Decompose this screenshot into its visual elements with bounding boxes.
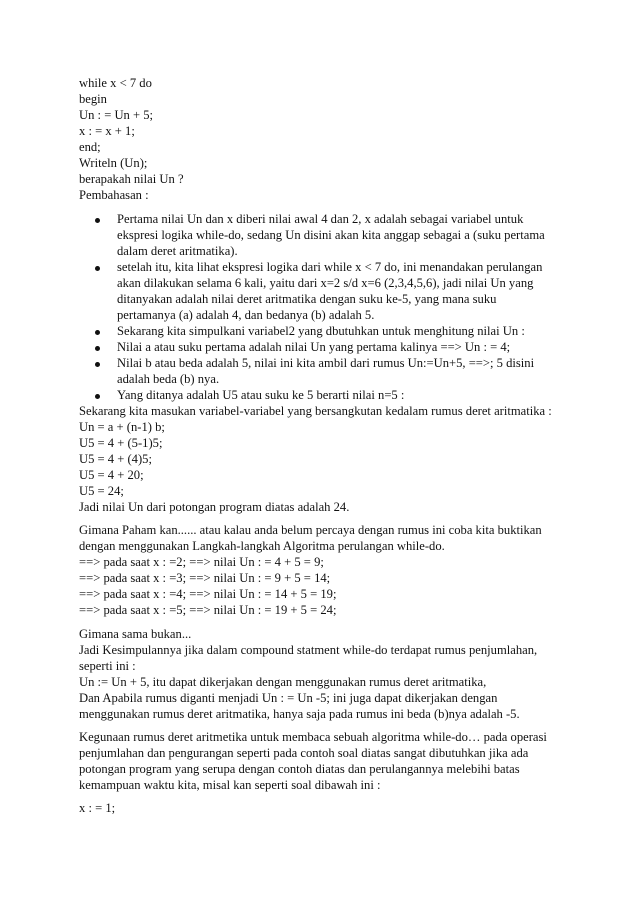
bullet-dot [95, 218, 100, 223]
step-line: ==> pada saat x : =2; ==> nilai Un : = 4 + 5 = 9; [79, 555, 324, 569]
formula-line: U5 = 4 + (5-1)5; [79, 436, 163, 450]
paragraph-line: Gimana sama bukan... [79, 627, 192, 641]
formula-line: U5 = 4 + 20; [79, 468, 144, 482]
paragraph-line: Gimana Paham kan...... atau kalau anda belum percaya dengan rumus ini coba kita buktikan [79, 523, 542, 537]
section-heading: Pembahasan : [79, 188, 149, 202]
paragraph-line: Sekarang kita masukan variabel-variabel yang bersangkutan kedalam rumus deret aritmatika : [79, 404, 552, 418]
code-line: x : = 1; [79, 801, 116, 815]
paragraph-line: Dan Apabila rumus diganti menjadi Un : = Un -5; ini juga dapat dikerjakan dengan [79, 691, 498, 705]
paragraph-line: menggunakan rumus deret aritmatika, hanya saja pada rumus ini beda (b)nya adalah -5. [79, 707, 520, 721]
code-line: while x < 7 do [79, 76, 152, 90]
bullet-text: pertamanya (a) adalah 4, dan bedanya (b) adalah 5. [117, 308, 375, 322]
question-line: berapakah nilai Un ? [79, 172, 184, 186]
step-line: ==> pada saat x : =3; ==> nilai Un : = 9 + 5 = 14; [79, 571, 331, 585]
code-line: end; [79, 140, 101, 154]
paragraph-line: penjumlahan dan pengurangan seperti pada contoh soal diatas sangat dibutuhkan jika ada [79, 746, 529, 760]
bullet-text: Sekarang kita simpulkani variabel2 yang dbutuhkan untuk menghitung nilai Un : [117, 324, 525, 338]
bullet-text: adalah beda (b) nya. [117, 372, 220, 386]
paragraph-line: potongan program yang serupa dengan contoh diatas dan perulangannya melebihi batas [79, 762, 520, 776]
formula-line: U5 = 4 + (4)5; [79, 452, 152, 466]
paragraph-line: Un := Un + 5, itu dapat dikerjakan dengan menggunakan rumus deret aritmatika, [79, 675, 487, 689]
step-line: ==> pada saat x : =5; ==> nilai Un : = 19 + 5 = 24; [79, 603, 337, 617]
formula-line: U5 = 24; [79, 484, 124, 498]
paragraph-line: seperti ini : [79, 659, 136, 673]
code-line: x : = x + 1; [79, 124, 135, 138]
bullet-text: akan dilakukan selama 6 kali, yaitu dari x=2 s/d x=6 (2,3,4,5,6), jadi nilai Un yang [117, 276, 534, 290]
bullet-text: Nilai a atau suku pertama adalah nilai Un yang pertama kalinya ==> Un : = 4; [117, 340, 511, 354]
bullet-text: Nilai b atau beda adalah 5, nilai ini kita ambil dari rumus Un:=Un+5, ==>; 5 disini [117, 356, 535, 370]
paragraph-line: dengan menggunakan Langkah-langkah Algoritma perulangan while-do. [79, 539, 445, 553]
bullet-text: ditanyakan adalah nilai deret aritmatika dengan suku ke-5, yang mana suku [117, 292, 497, 306]
bullet-dot [95, 362, 100, 367]
step-line: ==> pada saat x : =4; ==> nilai Un : = 14 + 5 = 19; [79, 587, 337, 601]
paragraph-line: Kegunaan rumus deret aritmetika untuk membaca sebuah algoritma while-do… pada operasi [79, 730, 547, 744]
bullet-dot [95, 330, 100, 335]
bullet-text: setelah itu, kita lihat ekspresi logika dari while x < 7 do, ini menandakan perulangan [117, 260, 543, 274]
bullet-text: ekspresi logika while-do, sedang Un disini akan kita anggap sebagai a (suku pertama [117, 228, 545, 242]
paragraph-line: Jadi nilai Un dari potongan program diatas adalah 24. [79, 500, 350, 514]
code-line: Un : = Un + 5; [79, 108, 154, 122]
bullet-text: dalam deret aritmatika). [117, 244, 238, 258]
bullet-dot [95, 346, 100, 351]
bullet-text: Pertama nilai Un dan x diberi nilai awal 4 dan 2, x adalah sebagai variabel untuk [117, 212, 524, 226]
paragraph-line: Jadi Kesimpulannya jika dalam compound statment while-do terdapat rumus penjumlahan, [79, 643, 538, 657]
formula-line: Un = a + (n-1) b; [79, 420, 165, 434]
bullet-dot [95, 266, 100, 271]
paragraph-line: kemampuan waktu kita, misal kan seperti soal dibawah ini : [79, 778, 381, 792]
code-line: Writeln (Un); [79, 156, 148, 170]
bullet-dot [95, 394, 100, 399]
code-line: begin [79, 92, 107, 106]
bullet-text: Yang ditanya adalah U5 atau suku ke 5 berarti nilai n=5 : [117, 388, 405, 402]
